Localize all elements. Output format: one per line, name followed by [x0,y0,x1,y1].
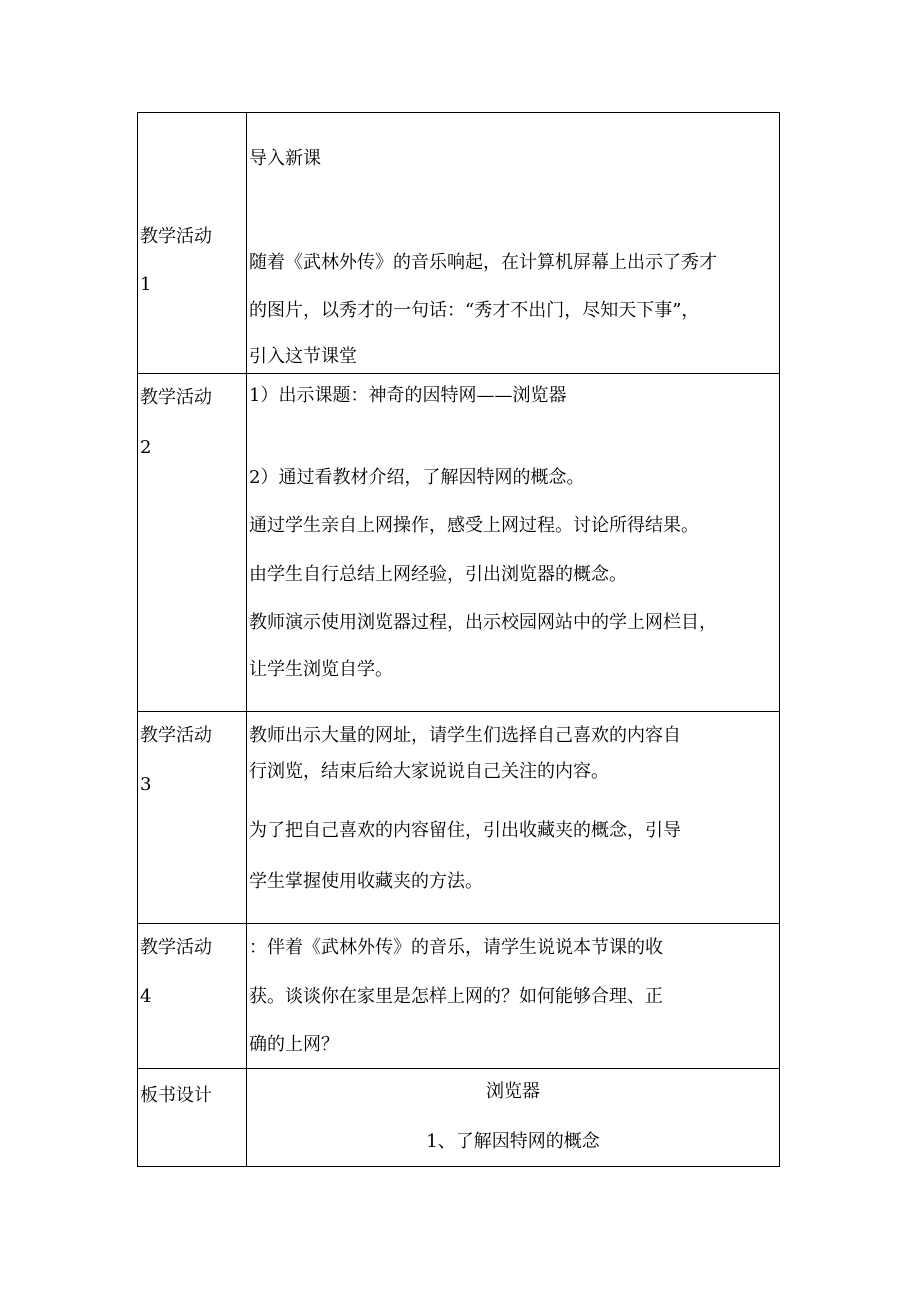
content-line: 的图片，以秀才的一句话：“秀才不出门，尽知天下事”， [249,300,700,321]
content-line: 引入这节课堂 [249,346,357,367]
row-label-number: 1 [140,274,152,295]
content-line: ：伴着《武林外传》的音乐，请学生说说本节课的收 [249,937,663,958]
row-label: 教学活动 [140,725,212,746]
column-divider [246,113,247,373]
content-line: 为了把自己喜欢的内容留住，引出收藏夹的概念，引导 [249,820,681,841]
content-line: 通过学生亲自上网操作，感受上网过程。讨论所得结果。 [249,515,699,536]
content-line: 随着《武林外传》的音乐响起，在计算机屏幕上出示了秀才 [249,252,717,273]
table-row-board-design [138,1069,779,1166]
content-line: 确的上网？ [249,1034,339,1055]
row-label: 教学活动 [140,226,212,247]
content-line: 教师出示大量的网址，请学生们选择自己喜欢的内容自 [249,725,681,746]
row-label: 教学活动 [140,937,212,958]
content-line: 导入新课 [249,148,321,169]
board-title: 浏览器 [486,1081,540,1102]
row-label-number: 3 [140,774,152,795]
content-line: 让学生浏览自学。 [249,659,393,680]
row-label-number: 2 [140,437,152,458]
lesson-plan-table [137,112,780,1167]
table-row-activity-1 [138,113,779,374]
content-line: 1）出示课题：神奇的因特网——浏览器 [249,385,567,406]
content-line: 由学生自行总结上网经验，引出浏览器的概念。 [249,564,627,585]
column-divider [246,712,247,923]
table-row-activity-3 [138,712,779,924]
row-label-number: 4 [140,986,152,1007]
content-line: 2）通过看教材介绍，了解因特网的概念。 [249,467,585,488]
content-line: 学生掌握使用收藏夹的方法。 [249,871,483,892]
content-line: 行浏览，结束后给大家说说自己关注的内容。 [249,761,609,782]
table-row-activity-2 [138,374,779,712]
content-line: 教师演示使用浏览器过程，出示校园网站中的学上网栏目， [249,612,717,633]
row-label: 板书设计 [140,1085,212,1106]
table-row-activity-4 [138,924,779,1069]
column-divider [246,924,247,1068]
board-line: 1、了解因特网的概念 [426,1131,600,1152]
row-label: 教学活动 [140,387,212,408]
content-line: 获。谈谈你在家里是怎样上网的？如何能够合理、正 [249,986,663,1007]
column-divider [246,374,247,711]
